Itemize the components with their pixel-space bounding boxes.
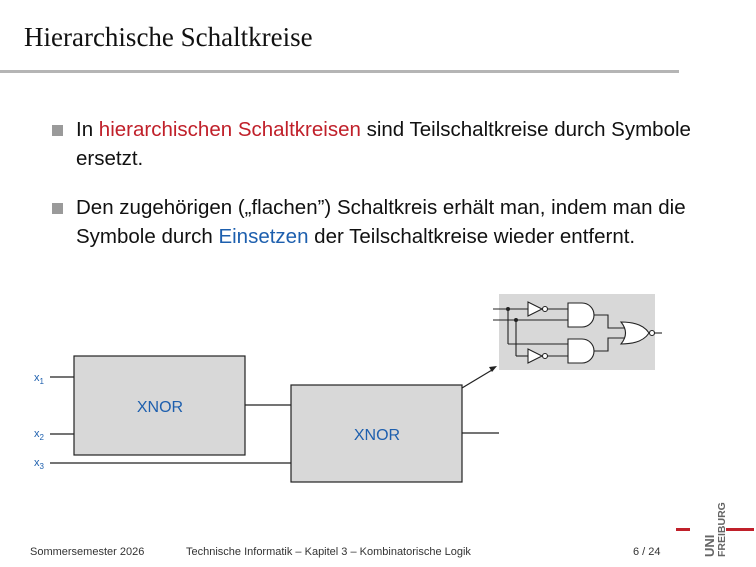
xnor-block-2-label: XNOR [353,427,401,444]
bullet-2-pre: Den zugehörigen („flachen”) Schaltkreis erhält man, indem man die Symbole durch [76,196,686,248]
input-label-x2: $x_2$ [34,428,44,442]
input-label-x1: $x_1$ [34,372,44,386]
xnor-block-1-label: XNOR [136,399,184,416]
footer-page-number: 6 / 24 [633,546,661,558]
bullet-2-post: der Teilschaltkreise wieder entfernt. [308,225,636,248]
bullet-2-highlight: Einsetzen [218,225,309,248]
logo-text-uni: UNI [702,534,717,557]
bullet-1-post: sind Teilschaltkreise durch Symbole ersetzt. [76,118,691,170]
xnor-gate-detail [493,294,662,370]
logo-red-bar-left [676,528,690,531]
input-label-x3: $x_3$ [34,457,44,471]
bullet-1-highlight: hierarchischen Schaltkreisen [98,118,361,141]
university-logo [674,478,756,563]
logo-red-bar-right [726,528,754,531]
slide-title: Hierarchische Schaltkreise [24,22,313,52]
logo-text-freiburg: FREIBURG [716,502,728,557]
bullet-1-pre: In [76,118,99,141]
footer-course: Technische Informatik – Kapitel 3 – Kombinatorische Logik [186,546,471,558]
zoom-arrow-line [462,370,492,388]
footer-semester: Sommersemester 2026 [30,546,145,558]
